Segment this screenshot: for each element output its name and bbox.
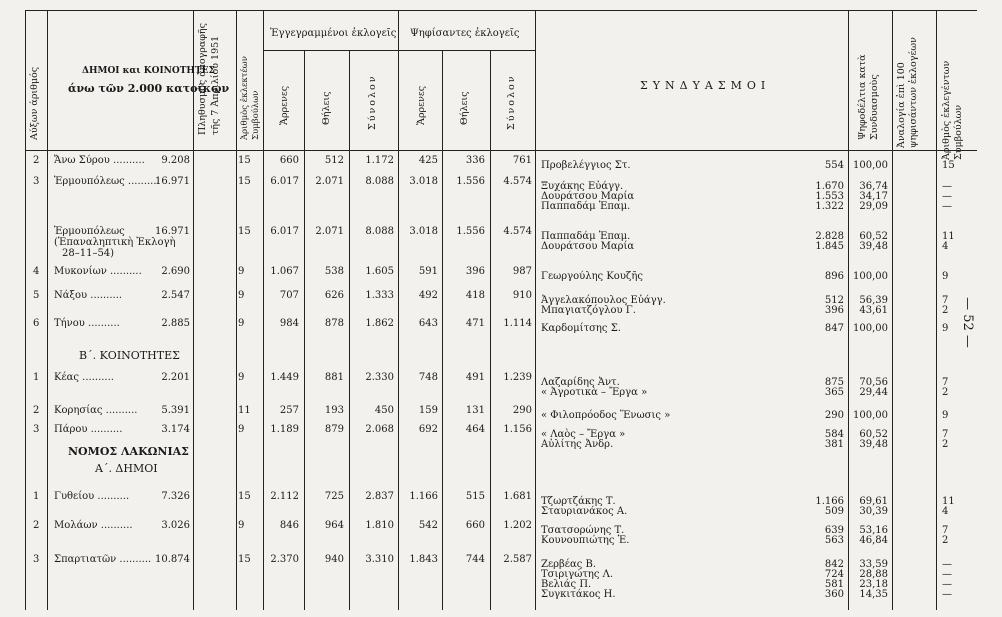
- row-percent: 70,56: [859, 377, 888, 388]
- row-elected: —: [942, 181, 952, 192]
- header-serial: Αύξων άριθμός: [29, 66, 40, 140]
- row-voted-men: 1.166: [409, 491, 438, 502]
- row-voted-total: 1.239: [503, 372, 532, 383]
- row-coalition: « Ἀγροτικὰ – Ἔργα »: [541, 387, 648, 398]
- row-votes: 639: [824, 525, 844, 536]
- row-registered-total: 1.862: [365, 318, 394, 329]
- row-votes: 847: [824, 323, 844, 334]
- row-voted-men: 748: [418, 372, 438, 383]
- header-reg-women: Θήλεις: [321, 91, 332, 125]
- row-registered-total: 1.605: [365, 266, 394, 277]
- row-voted-men: 692: [418, 424, 438, 435]
- row-municipality: Ἄνω Σύρου ..........: [54, 155, 145, 166]
- row-voted-men: 1.843: [409, 554, 438, 565]
- row-number: 5: [33, 290, 40, 301]
- header-population-line2: τῆς 7 Ἀπριλίου 1951: [210, 35, 221, 135]
- row-registered-total: 1.810: [365, 520, 394, 531]
- rule: [936, 10, 937, 610]
- row-registered-total: 2.068: [365, 424, 394, 435]
- row-voted-women: 336: [465, 155, 485, 166]
- row-registered-women: 512: [324, 155, 344, 166]
- row-percent: 69,61: [859, 496, 888, 507]
- row-percent: 23,18: [859, 579, 888, 590]
- row-voted-women: 131: [465, 405, 485, 416]
- row-percent: 100,00: [853, 160, 888, 171]
- row-elected: 2: [942, 535, 949, 546]
- row-number: 4: [33, 266, 40, 277]
- row-coalition: Καρδομίτσης Σ.: [541, 323, 621, 334]
- row-number: 2: [33, 155, 40, 166]
- row-percent: 29,09: [859, 201, 888, 212]
- row-coalition: « Φιλοπρόοδος Ἕνωσις »: [541, 410, 671, 421]
- header-votes-line1: Ψηφοδέλτια κατὰ: [857, 54, 868, 140]
- row-voted-men: 492: [418, 290, 438, 301]
- row-population: 10.874: [155, 554, 190, 565]
- header-population-line1: Πληθυσμὸς ἀπογραφῆς: [197, 23, 208, 135]
- row-coalition: Παππαδάμ Ἐπαμ.: [541, 231, 631, 242]
- row-voted-total: 4.574: [503, 176, 532, 187]
- row-voted-men: 591: [418, 266, 438, 277]
- row-votes: 381: [824, 439, 844, 450]
- header-coalitions: ΣΥΝΔΥΑΣΜΟΙ: [640, 79, 771, 92]
- row-registered-men: 1.449: [270, 372, 299, 383]
- row-elected: 4: [942, 241, 949, 252]
- row-percent: 36,74: [859, 181, 888, 192]
- row-voted-women: 1.556: [456, 226, 485, 237]
- row-coalition: Σταυριανάκος Α.: [541, 506, 628, 517]
- row-elected: 7: [942, 295, 949, 306]
- row-coalition: Αὐλίτης Ἀνδρ.: [541, 439, 614, 450]
- row-seats: 15: [238, 226, 251, 237]
- row-votes: 896: [824, 271, 844, 282]
- row-voted-total: 1.156: [503, 424, 532, 435]
- row-municipality: Πάρου ..........: [54, 424, 123, 435]
- row-votes: 509: [824, 506, 844, 517]
- header-percent-line2: ψηφισάντων ἐκλογέων: [908, 37, 919, 148]
- row-population: 16.971: [155, 176, 190, 187]
- row-registered-men: 984: [279, 318, 299, 329]
- row-registered-men: 846: [279, 520, 299, 531]
- row-percent: 39,48: [859, 241, 888, 252]
- row-elected: 7: [942, 377, 949, 388]
- row-coalition: Λαζαρίδης Ἀντ.: [541, 377, 620, 388]
- row-registered-total: 1.172: [365, 155, 394, 166]
- header-elected-line1: Ἀριθμὸς ἐκλεγέντων: [941, 60, 952, 160]
- row-coalition: Γεωργούλης Κουζῆς: [541, 271, 643, 282]
- row-coalition: Παππαδάμ Ἐπαμ.: [541, 201, 631, 212]
- row-municipality: Τήνου ..........: [54, 318, 120, 329]
- row-coalition: Ἀγγελακόπουλος Εὐάγγ.: [541, 295, 666, 306]
- row-registered-men: 2.370: [270, 554, 299, 565]
- row-coalition: Τσιριγώτης Λ.: [541, 569, 614, 580]
- row-voted-total: 290: [512, 405, 532, 416]
- row-registered-men: 1.189: [270, 424, 299, 435]
- row-percent: 60,52: [859, 429, 888, 440]
- row-votes: 554: [824, 160, 844, 171]
- row-percent: 33,59: [859, 559, 888, 570]
- row-population: 2.201: [161, 372, 190, 383]
- row-municipality-note: 28–11–54): [62, 248, 115, 259]
- rule: [263, 50, 535, 51]
- row-voted-women: 1.556: [456, 176, 485, 187]
- row-votes: 365: [824, 387, 844, 398]
- row-elected: —: [942, 589, 952, 600]
- row-votes: 842: [824, 559, 844, 570]
- row-percent: 100,00: [853, 323, 888, 334]
- row-elected: —: [942, 559, 952, 570]
- row-population: 3.026: [161, 520, 190, 531]
- row-voted-total: 4.574: [503, 226, 532, 237]
- row-coalition: Δουράτσου Μαρία: [541, 191, 635, 202]
- row-registered-total: 2.330: [365, 372, 394, 383]
- row-votes: 581: [824, 579, 844, 590]
- row-population: 2.690: [161, 266, 190, 277]
- row-votes: 584: [824, 429, 844, 440]
- row-registered-men: 6.017: [270, 226, 299, 237]
- row-coalition: Κουνουπιώτης Ἐ.: [541, 535, 630, 546]
- row-number: 1: [33, 372, 40, 383]
- row-number: 2: [33, 405, 40, 416]
- row-municipality: Κορησίας ..........: [54, 405, 138, 416]
- row-votes: 724: [824, 569, 844, 580]
- row-registered-men: 660: [279, 155, 299, 166]
- row-votes: 512: [824, 295, 844, 306]
- rule: [236, 10, 237, 610]
- row-elected: —: [942, 191, 952, 202]
- row-voted-total: 1.114: [503, 318, 532, 329]
- row-percent: 39,48: [859, 439, 888, 450]
- row-percent: 30,39: [859, 506, 888, 517]
- row-voted-total: 2.587: [503, 554, 532, 565]
- row-seats: 9: [238, 520, 245, 531]
- row-municipality: Νάξου ..........: [54, 290, 123, 301]
- row-municipality: Σπαρτιατῶν ..........: [54, 554, 152, 565]
- row-elected: —: [942, 201, 952, 212]
- row-coalition: Μπαγιατζόγλου Γ.: [541, 305, 636, 316]
- row-municipality: Κέας ..........: [54, 372, 114, 383]
- row-votes: 875: [824, 377, 844, 388]
- row-number: 1: [33, 491, 40, 502]
- row-votes: 563: [824, 535, 844, 546]
- row-seats: 9: [238, 372, 245, 383]
- row-elected: 9: [942, 410, 949, 421]
- row-registered-women: 626: [324, 290, 344, 301]
- rule: [25, 10, 977, 11]
- rule: [25, 150, 977, 151]
- header-vote-total: Σύνολον: [506, 74, 517, 130]
- row-coalition: Προβελέγγιος Στ.: [541, 160, 631, 171]
- row-elected: 2: [942, 305, 949, 316]
- row-coalition: Βελιάς Π.: [541, 579, 592, 590]
- row-seats: 15: [238, 491, 251, 502]
- header-voted: Ψηφίσαντες ἐκλογεῖς: [410, 28, 520, 39]
- header-seats-line2: Συμβούλων: [251, 90, 261, 140]
- row-votes: 1.553: [815, 191, 844, 202]
- row-registered-women: 964: [324, 520, 344, 531]
- row-voted-men: 425: [418, 155, 438, 166]
- section-municipalities: Α΄. ΔΗΜΟΙ: [95, 462, 158, 475]
- row-registered-men: 707: [279, 290, 299, 301]
- section-communities: Β΄. ΚΟΙΝΟΤΗΤΕΣ: [79, 349, 180, 362]
- row-voted-total: 1.202: [503, 520, 532, 531]
- row-registered-total: 3.310: [365, 554, 394, 565]
- row-registered-women: 193: [324, 405, 344, 416]
- row-voted-women: 515: [465, 491, 485, 502]
- row-elected: 15: [942, 160, 955, 171]
- row-votes: 1.670: [815, 181, 844, 192]
- section-prefecture: ΝΟΜΟΣ ΛΑΚΩΝΙΑΣ: [68, 445, 189, 458]
- row-voted-women: 418: [465, 290, 485, 301]
- row-voted-women: 660: [465, 520, 485, 531]
- row-population: 3.174: [161, 424, 190, 435]
- row-percent: 34,17: [859, 191, 888, 202]
- row-voted-total: 761: [512, 155, 532, 166]
- row-registered-men: 257: [279, 405, 299, 416]
- header-percent-line1: Ἀναλογία ἐπὶ 100: [896, 62, 907, 148]
- row-percent: 100,00: [853, 410, 888, 421]
- row-municipality: Γυθείου ..........: [54, 491, 130, 502]
- row-votes: 1.322: [815, 201, 844, 212]
- row-votes: 2.828: [815, 231, 844, 242]
- row-voted-total: 910: [512, 290, 532, 301]
- row-percent: 100,00: [853, 271, 888, 282]
- row-voted-men: 3.018: [409, 226, 438, 237]
- row-population: 2.885: [161, 318, 190, 329]
- row-voted-total: 1.681: [503, 491, 532, 502]
- row-percent: 56,39: [859, 295, 888, 306]
- rule: [892, 10, 893, 610]
- row-coalition: Τσατσορώνης Τ.: [541, 525, 625, 536]
- row-registered-women: 879: [324, 424, 344, 435]
- row-population: 5.391: [161, 405, 190, 416]
- row-percent: 53,16: [859, 525, 888, 536]
- row-percent: 60,52: [859, 231, 888, 242]
- rule: [193, 10, 194, 610]
- row-elected: —: [942, 579, 952, 590]
- header-votes-line2: Συνδυασμοὺς: [869, 74, 880, 140]
- row-voted-men: 542: [418, 520, 438, 531]
- row-number: 6: [33, 318, 40, 329]
- header-registered: Ἐγγεγραμμένοι ἐκλογεῖς: [270, 28, 397, 39]
- rule: [47, 10, 48, 610]
- row-seats: 9: [238, 318, 245, 329]
- row-votes: 1.845: [815, 241, 844, 252]
- row-population: 2.547: [161, 290, 190, 301]
- row-elected: 4: [942, 506, 949, 517]
- row-coalition: Ξυχάκης Εὐάγγ.: [541, 181, 624, 192]
- header-reg-total: Σύνολον: [367, 74, 378, 130]
- row-registered-women: 881: [324, 372, 344, 383]
- header-municipality-line1: ΔΗΜΟΙ και ΚΟΙΝΟΤΗΤΕΣ: [82, 66, 215, 76]
- row-voted-women: 491: [465, 372, 485, 383]
- row-municipality-note: (Ἐπαναληπτικὴ Ἐκλογὴ: [54, 237, 176, 248]
- row-votes: 396: [824, 305, 844, 316]
- row-voted-women: 471: [465, 318, 485, 329]
- row-voted-women: 744: [465, 554, 485, 565]
- row-elected: 11: [942, 496, 955, 507]
- header-vote-men: Ἄρρενες: [416, 85, 427, 125]
- row-percent: 46,84: [859, 535, 888, 546]
- row-registered-women: 940: [324, 554, 344, 565]
- row-registered-women: 878: [324, 318, 344, 329]
- row-elected: 2: [942, 387, 949, 398]
- row-registered-total: 8.088: [365, 176, 394, 187]
- header-vote-women: Θήλεις: [459, 91, 470, 125]
- row-votes: 290: [824, 410, 844, 421]
- row-seats: 9: [238, 266, 245, 277]
- row-voted-total: 987: [512, 266, 532, 277]
- row-registered-women: 2.071: [315, 176, 344, 187]
- row-population: 9.208: [161, 155, 190, 166]
- page-number: — 52 —: [959, 297, 975, 348]
- row-elected: 7: [942, 429, 949, 440]
- row-elected: 11: [942, 231, 955, 242]
- row-population: 16.971: [155, 226, 190, 237]
- row-coalition: Τζωρτζάκης Τ.: [541, 496, 616, 507]
- row-elected: 9: [942, 323, 949, 334]
- row-coalition: Δουράτσου Μαρία: [541, 241, 635, 252]
- row-municipality: Μολάων ..........: [54, 520, 133, 531]
- row-registered-men: 2.112: [270, 491, 299, 502]
- row-elected: 2: [942, 439, 949, 450]
- row-number: 3: [33, 424, 40, 435]
- row-seats: 15: [238, 155, 251, 166]
- row-percent: 28,88: [859, 569, 888, 580]
- row-seats: 15: [238, 176, 251, 187]
- row-coalition: Ζερβέας Β.: [541, 559, 597, 570]
- rule: [535, 10, 536, 610]
- row-number: 3: [33, 176, 40, 187]
- row-voted-men: 159: [418, 405, 438, 416]
- row-voted-men: 3.018: [409, 176, 438, 187]
- row-seats: 15: [238, 554, 251, 565]
- rule: [25, 10, 26, 610]
- row-registered-total: 450: [374, 405, 394, 416]
- row-registered-total: 1.333: [365, 290, 394, 301]
- header-reg-men: Ἄρρενες: [279, 85, 290, 125]
- row-number: 2: [33, 520, 40, 531]
- row-registered-men: 1.067: [270, 266, 299, 277]
- row-seats: 9: [238, 290, 245, 301]
- row-municipality: Ἑρμουπόλεως ..........: [54, 176, 160, 187]
- row-seats: 11: [238, 405, 251, 416]
- row-voted-women: 396: [465, 266, 485, 277]
- row-municipality: Ἑρμουπόλεως: [54, 226, 125, 237]
- row-votes: 360: [824, 589, 844, 600]
- row-percent: 14,35: [859, 589, 888, 600]
- row-registered-women: 2.071: [315, 226, 344, 237]
- row-voted-women: 464: [465, 424, 485, 435]
- row-municipality: Μυκονίων ..........: [54, 266, 142, 277]
- row-number: 3: [33, 554, 40, 565]
- row-seats: 9: [238, 424, 245, 435]
- row-votes: 1.166: [815, 496, 844, 507]
- header-municipality-line2: άνω τῶν 2.000 κατοίκων: [68, 82, 230, 95]
- header-elected-line2: Συμβούλων: [953, 104, 964, 160]
- row-coalition: Συγκιτάκος Η.: [541, 589, 616, 600]
- row-voted-men: 643: [418, 318, 438, 329]
- row-elected: —: [942, 569, 952, 580]
- row-coalition: « Λαὸς – Ἔργα »: [541, 429, 626, 440]
- row-registered-women: 538: [324, 266, 344, 277]
- header-seats-line1: Ἀριθμὸς ἐκλεκτέων: [240, 56, 250, 140]
- row-population: 7.326: [161, 491, 190, 502]
- row-registered-men: 6.017: [270, 176, 299, 187]
- row-percent: 29,44: [859, 387, 888, 398]
- row-elected: 9: [942, 271, 949, 282]
- row-registered-total: 8.088: [365, 226, 394, 237]
- row-registered-total: 2.837: [365, 491, 394, 502]
- row-percent: 43,61: [859, 305, 888, 316]
- row-registered-women: 725: [324, 491, 344, 502]
- row-elected: 7: [942, 525, 949, 536]
